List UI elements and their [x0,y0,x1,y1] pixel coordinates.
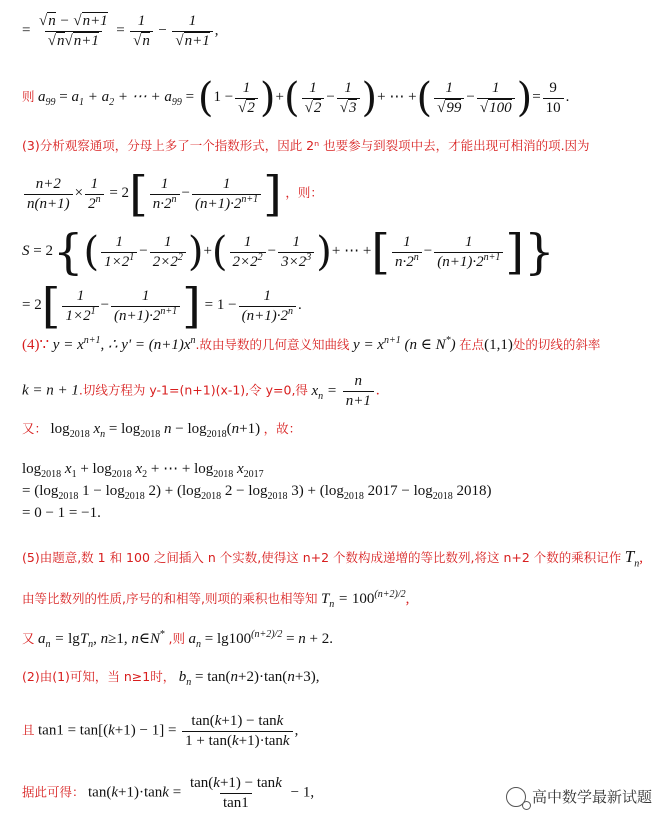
watermark-text: 高中数学最新试题 [531,788,652,806]
part5-intro: (5)由题意,数 1 和 100 之间插入 n 个实数,使得这 n+2 个数构成递增的等比数列,将这 n+2 个数的乘积记作 $T_n$, [22,547,644,570]
part2-tan1: 且 tan1 = tan[(k+1) − 1] = $\frac{\tan(k+1) - \tan k}{1 + \tan(k+1)\cdot\tan k}$ , [22,713,299,749]
part5-an: 又 $a_n = \lg T_n$, n≥1, n∈N* ,则 $a_n = \lg 100^{(n+2)/2} = n + 2$. [22,629,334,650]
log-sum-line-3: = 0 − 1 = −1. [22,505,101,521]
part2-bn: (2)由(1)可知，当 n≥1时， $b_n = \tan(n+2)\cdot\tan(n+3)$, [22,669,320,688]
line4-suffix: ，则： [285,185,323,201]
log-sum-line-1: $\log_{2018} x_1 + \log_{2018} x_2$ + ⋯ + $\log_{2018} x_{2017}$ [22,461,264,480]
formula-line-5: S = 2{( $\frac{1}{1\times 2^1}$ − $\frac{1}{2\times 2^2}$ )+( $\frac{1}{2\times 2^2}$ − $\frac{1}{3\times 2^3}$ )+ ⋯ +[ $\frac{1}{n\cdot 2^n}$ − $\frac{1}{(n+1)\cdot 2^{n+1}}$ ]} [22,224,555,280]
wechat-icon [506,787,526,807]
part5-product: 由等比数列的性质,序号的和相等,则项的乘积也相等知 $T_n = 100^{(n+2)/2}$, [22,589,410,610]
watermark [506,786,652,807]
part4-log: 又： $\log_{2018} x_n = \log_{2018} n - \log_{2018}(n+1)$ ，故： [22,421,302,440]
part4-derivative: (4)∵ $y = x^{n+1}$, ∴ $y' = (n+1)x^n$.故由导数的几何意义知曲线 $y = x^{n+1}$ (n ∈ N*) 在点(1,1)处的切线的斜率 [22,335,601,353]
formula-line-6: = 2[ $\frac{1}{1\times 2^1}$ − $\frac{1}{(n+1)\cdot 2^{n+1}}$ ] = 1 − $\frac{1}{(n+1)\cdot 2^n}$ . [22,278,302,334]
line2-prefix: 则 [22,89,35,105]
formula-line-1: = √ n − √ n+1 √ n√ n+1 = 1 √ n − 1 √ n+1 , [22,14,218,49]
log-sum-line-2: = ($\log_{2018}$ $1 - \log_{2018} 2) + (\log_{2018}$ $2 - \log_{2018} 3) + (\log_{2018}$ $2017 - \log_{2018} 2018$) [22,483,492,502]
part3-analysis: (3)分析观察通项，分母上多了一个指数形式，因此 2ⁿ 也要参与到裂项中去，才能出现可相消的项.因为 [22,138,590,153]
formula-line-2: 则 $a_{99} = a_1 + a_2$ + ⋯ + $a_{99} = (1$ − 1 √ 2 )+( 1 √ 2 − 1 √ 3 )+ ⋯ +( 1 √ 99 − 1 √ 100 )= $\frac{9}{10}$ . [22,78,569,118]
part2-result: 据此可得： tan(k+1)·tank = $\frac{\tan(k+1) - \tan k}{\tan 1}$ − 1, [22,775,315,811]
part4-tangent: k = n + 1.切线方程为 y-1=(n+1)(x-1),令 y=0,得 $x_n$ = $\frac{n}{n+1}$ . [22,373,380,409]
formula-line-4: $\frac{n+2}{n(n+1)}$ × $\frac{1}{2^n}$ = 2[ $\frac{1}{n\cdot 2^n}$ − $\frac{1}{(n+1)\cdot 2^{n+1}}$ ] ，则： [22,170,323,218]
